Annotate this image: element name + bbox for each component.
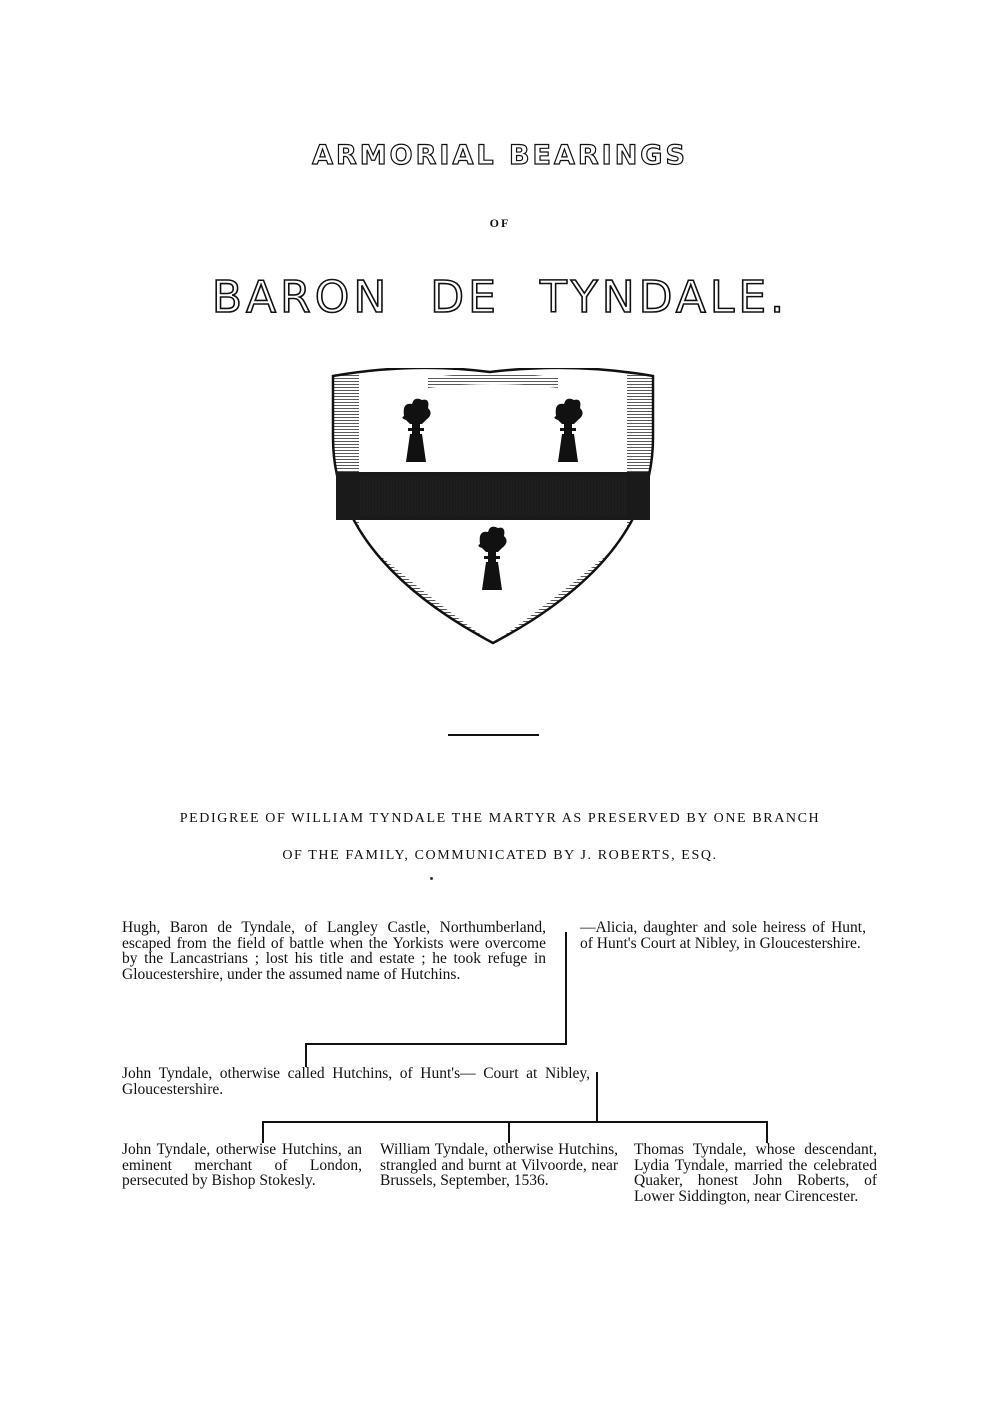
title-word-baron: BARON <box>211 272 391 323</box>
pedigree-entry-child-thomas: Thomas Tyndale, whose descendant, Lydia Tyndale, married the celebrated Quaker, honest John Roberts, of Lower Siddington, near Cirencester. <box>634 1141 877 1205</box>
pedigree-entry-child-william: William Tyndale, otherwise Hutchins, strangled and burnt at Vilvoorde, near Brussels, September, 1536. <box>380 1141 618 1189</box>
section-divider <box>448 734 539 736</box>
title-of: OF <box>489 216 511 230</box>
child2-drop <box>508 1121 510 1143</box>
pedigree-entry-alicia: —Alicia, daughter and sole heiress of Hunt, of Hunt's Court at Nibley, in Gloucestershire. <box>580 919 866 952</box>
title-word-de: DE <box>430 272 500 323</box>
children-line-horizontal <box>262 1121 768 1123</box>
children-line-vertical <box>596 1072 598 1122</box>
pedigree-entry-hugh: Hugh, Baron de Tyndale, of Langley Castle, Northumberland, escaped from the field of battle when the Yorkists were overcome by the Lancastrians ; lost his title and estate ; he took refuge in Gloucestershire, under the assumed name of Hutchins. <box>122 919 546 983</box>
descent-line-drop <box>305 1043 307 1067</box>
marriage-line-vertical <box>565 932 567 1044</box>
pedigree-entry-john-parent: John Tyndale, otherwise called Hutchins, of Hunt's— Court at Nibley, Gloucestershire. <box>122 1065 590 1098</box>
child1-drop <box>262 1121 264 1143</box>
pedigree-heading-line2: OF THE FAMILY, COMMUNICATED BY J. ROBERTS, ESQ. <box>282 848 718 863</box>
pedigree-entry-child-john: John Tyndale, otherwise Hutchins, an eminent merchant of London, persecuted by Bishop Stokesly. <box>122 1141 362 1189</box>
pedigree-heading-line1: PEDIGREE OF WILLIAM TYNDALE THE MARTYR AS PRESERVED BY ONE BRANCH <box>179 811 821 826</box>
title-word-tyndale: TYNDALE. <box>539 272 789 323</box>
decorative-dot <box>430 877 433 880</box>
descent-line-horizontal <box>305 1043 567 1045</box>
fess-band <box>336 472 650 520</box>
coat-of-arms-shield <box>328 368 658 648</box>
title-baron-de-tyndale <box>0 272 1000 323</box>
child3-drop <box>766 1121 768 1143</box>
title-armorial-bearings: ARMORIAL BEARINGS <box>312 140 688 171</box>
